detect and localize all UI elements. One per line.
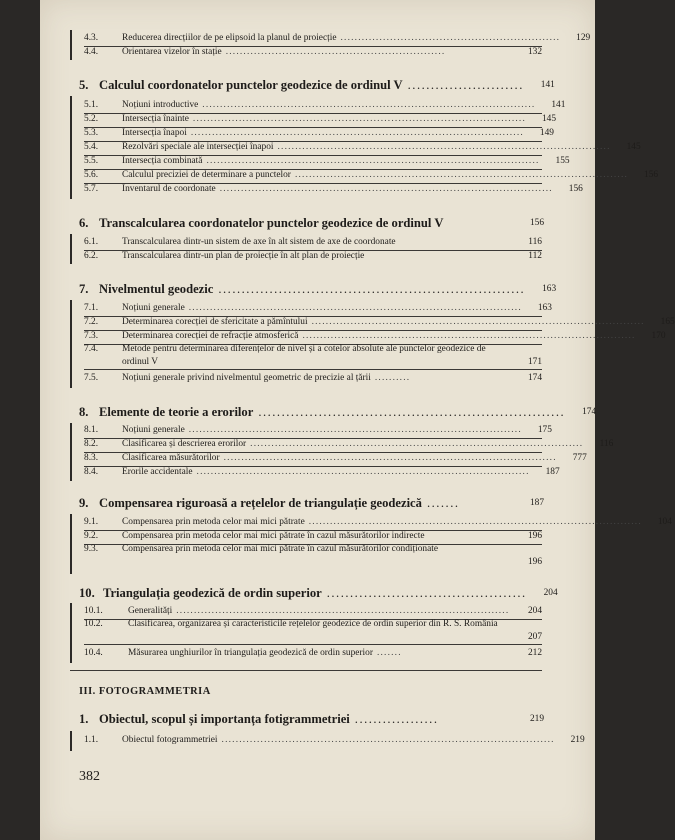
toc-entry-8-4[interactable]: 8.4. Erorile accidentale .............................................................................................. 187 [84, 467, 560, 477]
chapter-7-heading[interactable]: 7. Nivelmentul geodezic .................................................................. 163 [79, 282, 557, 296]
chapter-8-heading[interactable]: 8. Elemente de teorie a erorilor .................................................................. 174 [79, 405, 597, 419]
toc-entry-9-3[interactable]: 9.3. Compensarea prin metoda celor mai mici pătrate în cazul măsurătorilor condiționate 196 [84, 544, 542, 567]
toc-entry-8-2[interactable]: 8.2. Clasificarea și descrierea erorilor .............................................................................................. 116 [84, 437, 542, 453]
toc-entry-4-3[interactable]: 4.3. Reducerea direcțiilor de pe elipsoid la planul de proiecție .............................................................. 129 [84, 31, 542, 47]
section-heading[interactable]: III. FOTOGRAMMETRIA [79, 686, 211, 697]
toc-entry-7-3[interactable]: 7.3. Determinarea corecției de refracție atmosferică .............................................................................................. 170 [84, 329, 542, 345]
toc-entry-5-2[interactable]: 5.2. Intersecția înainte .............................................................................................. 145 [84, 112, 542, 128]
margin-rule [70, 96, 72, 199]
margin-rule [70, 603, 72, 663]
margin-rule [70, 300, 72, 388]
toc-entry-8-3[interactable]: 8.3. Clasificarea măsurătorilor .............................................................................................. 777 [84, 451, 542, 467]
toc-entry-7-2[interactable]: 7.2. Determinarea corecției de sfericitate a pămîntului .............................................................................................. 165 [84, 315, 542, 331]
toc-entry-5-1[interactable]: 5.1. Noțiuni introductive .............................................................................................. 141 [84, 98, 542, 114]
toc-entry-9-1[interactable]: 9.1. Compensarea prin metoda celor mai mici pătrate .............................................................................................. 104 [84, 515, 542, 531]
toc-entry-5-4[interactable]: 5.4. Rezolvări speciale ale intersecției înapoi .............................................................................................. 145 [84, 140, 542, 156]
toc-entry-10-2[interactable]: 10.2. Clasificarea, organizarea și caracteristicile rețelelor geodezice de ordin superior din R. S. România 207 [84, 618, 542, 645]
chapter-5-heading[interactable]: 5. Calculul coordonatelor punctelor geodezice de ordinul V ......................... 141 [79, 78, 555, 92]
photo-chapter-1-heading[interactable]: 1. Obiectul, scopul și importanța fotigrammetriei .................. 219 [79, 712, 544, 726]
toc-entry-10-4[interactable]: 10.4. Măsurarea unghiurilor în triangulația geodezică de ordin superior ....... 212 [84, 648, 542, 658]
toc-entry-7-5[interactable]: 7.5. Noțiuni generale privind nivelmentul geometric de precizie al țării .......... 174 [84, 373, 542, 383]
toc-entry-photo-1-1[interactable]: 1.1. Obiectul fotogrammetriei .............................................................................................. 219 [84, 735, 585, 745]
toc-entry-10-1[interactable]: 10.1. Generalități .............................................................................................. 204 [84, 604, 542, 620]
section-divider [70, 670, 542, 671]
margin-rule [70, 234, 72, 264]
toc-entry-5-5[interactable]: 5.5. Intersecția combinată .............................................................................................. 155 [84, 154, 542, 170]
margin-rule [70, 30, 72, 60]
toc-entry-9-2[interactable]: 9.2. Compensarea prin metoda celor mai mici pătrate în cazul măsurătorilor indirecte 196 [84, 529, 542, 545]
margin-rule [70, 731, 72, 751]
toc-entry-7-4[interactable]: 7.4. Metode pentru determinarea diferențelor de nivel și a cotelor absolute ale punctelor geodezice de ordinul V 171 [84, 343, 542, 370]
page-number: 382 [79, 769, 100, 784]
toc-entry-5-3[interactable]: 5.3. Intersecția înapoi .............................................................................................. 149 [84, 126, 542, 142]
toc-entry-5-6[interactable]: 5.6. Calculul preciziei de determinare a punctelor .............................................................................................. 156 [84, 168, 542, 184]
margin-rule [70, 423, 72, 481]
chapter-10-heading[interactable]: 10. Triangulația geodezică de ordin superior ........................................... 204 [79, 586, 558, 600]
toc-entry-4-4[interactable]: 4.4. Orientarea vizelor în stație .............................................................. 132 [84, 47, 542, 57]
chapter-6-heading[interactable]: 6. Transcalcularea coordonatelor punctelor geodezice de ordinul V 156 [79, 216, 544, 230]
chapter-9-heading[interactable]: 9. Compensarea riguroasă a rețelelor de triangulație geodezică ....... 187 [79, 496, 544, 510]
toc-entry-7-1[interactable]: 7.1. Noțiuni generale .............................................................................................. 163 [84, 301, 542, 317]
toc-entry-8-1[interactable]: 8.1. Noțiuni generale .............................................................................................. 175 [84, 423, 542, 439]
margin-rule [70, 514, 72, 574]
toc-entry-5-7[interactable]: 5.7. Inventarul de coordonate .............................................................................................. 156 [84, 184, 583, 194]
toc-entry-6-2[interactable]: 6.2. Transcalcularea dintr-un plan de proiecție în alt plan de proiecție 112 [84, 251, 542, 261]
toc-entry-6-1[interactable]: 6.1. Transcalcularea dintr-un sistem de axe în alt sistem de axe de coordonate 116 [84, 235, 542, 251]
